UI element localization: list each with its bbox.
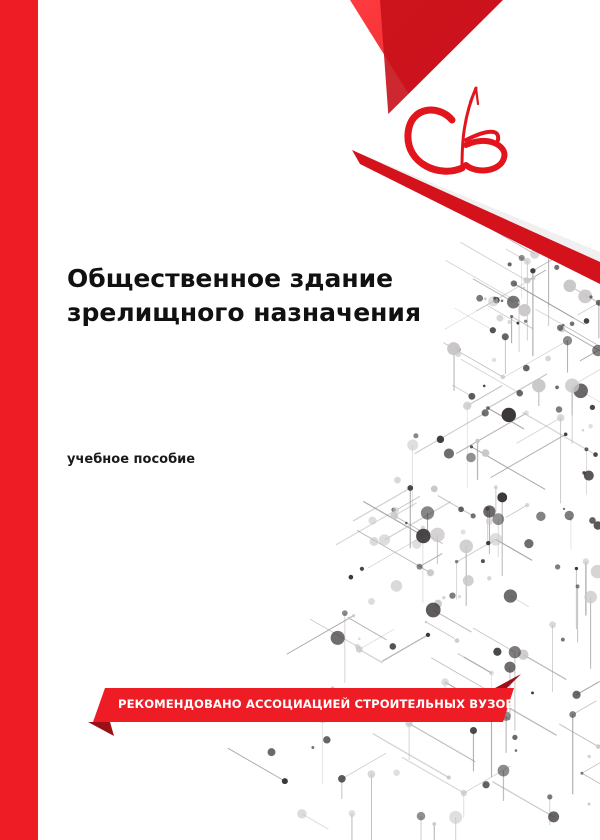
book-title-line-2: зрелищного назначения: [67, 298, 422, 327]
ribbon-label: РЕКОМЕНДОВАНО АССОЦИАЦИЕЙ СТРОИТЕЛЬНЫХ ВУЗОВ: [118, 697, 515, 711]
book-subtitle: учебное пособие: [67, 452, 196, 467]
book-title-line-1: Общественное здание: [67, 264, 394, 293]
book-title: [67, 262, 487, 330]
